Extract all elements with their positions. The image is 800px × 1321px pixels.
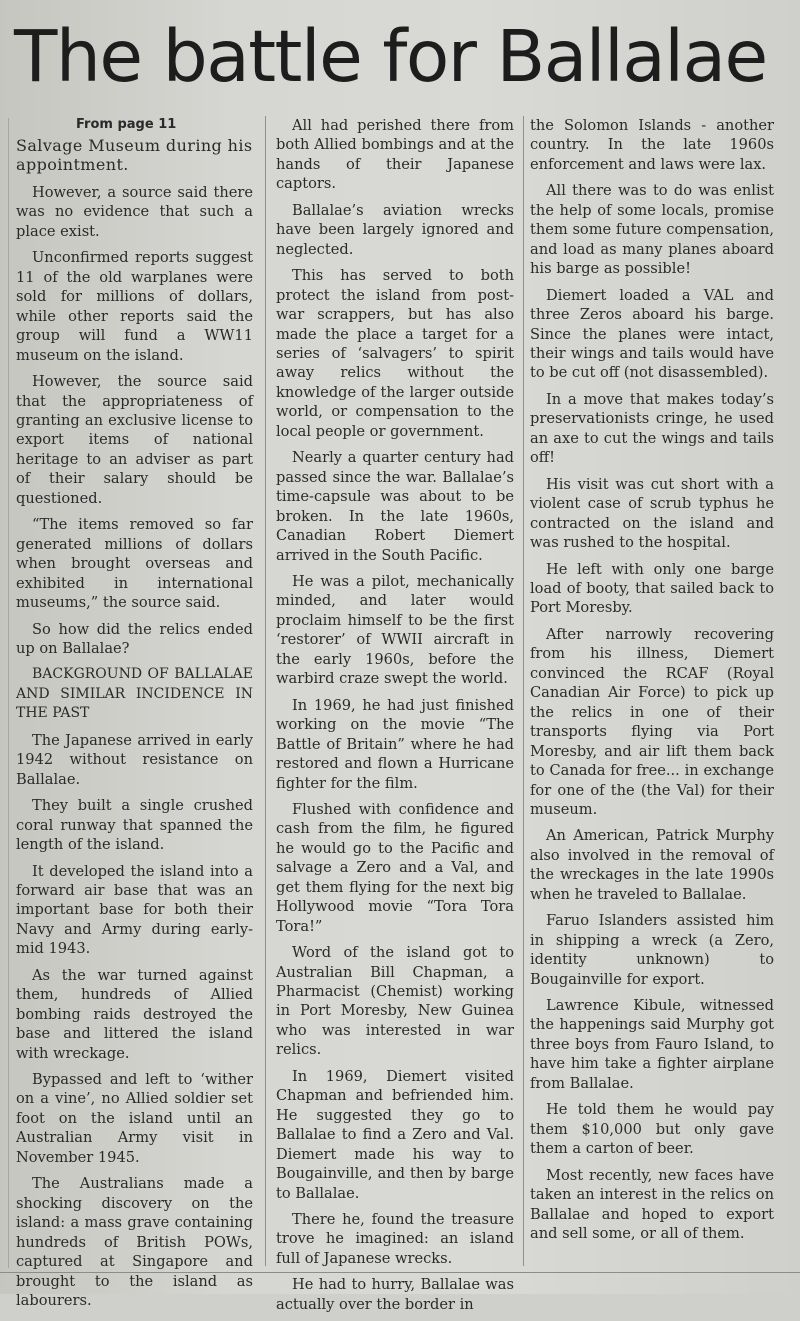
paragraph: Bypassed and left to ‘wither on a vine’, no Allied soldier set foot on the island until an Australian Army visit in November 1945.	[16, 1071, 253, 1166]
paragraph: “The items removed so far generated millions of dollars when brought overseas and exhibited in international museums,” the source said.	[16, 516, 253, 612]
paragraph: Lawrence Kibule, witnessed the happenings said Murphy got three boys from Fauro Island, to have him take a fighter airplane from Ballalae.	[530, 997, 774, 1092]
paragraph: As the war turned against them, hundreds of Allied bombing raids destroyed the base and littered the island with wreckage.	[16, 966, 253, 1062]
paragraph: Ballalae’s aviation wrecks have been largely ignored and neglected.	[276, 201, 514, 258]
paragraph: Word of the island got to Australian Bill Chapman, a Pharmacist (Chemist) working in Port Moresby, New Guinea who was interested in war relics.	[276, 944, 514, 1059]
paragraph: He told them he would pay them $10,000 but only gave them a carton of beer.	[530, 1101, 774, 1158]
paragraph: All there was to do was enlist the help of some locals, promise them some future compensation, and load as many planes aboard his barge as possible!	[530, 182, 774, 278]
paragraph: All had perished there from both Allied bombings and at the hands of their Japanese captors.	[276, 117, 514, 193]
paragraph: His visit was cut short with a violent case of scrub typhus he contracted on the island and was rushed to the hospital.	[530, 475, 774, 552]
paragraph: the Solomon Islands - another country. In the late 1960s enforcement and laws were lax.	[530, 117, 774, 173]
headline: The battle for Ballalae	[14, 15, 767, 98]
paragraph: Faruo Islanders assisted him in shipping a wreck (a Zero, identity unknown) to Bougainville for export.	[530, 912, 774, 988]
bottom-rule	[0, 1272, 800, 1273]
paragraph: He had to hurry, Ballalae was actually over the border in	[276, 1276, 514, 1313]
column-1	[16, 116, 253, 1317]
paragraph: An American, Patrick Murphy also involved in the removal of the wreckages in the late 1990s when he traveled to Ballalae.	[530, 827, 774, 903]
paragraph: It developed the island into a forward air base that was an important base for both their Navy and Army during early-mid 1943.	[16, 862, 253, 958]
paragraph: Salvage Museum during his appointment.	[16, 136, 253, 174]
paragraph: Unconfirmed reports suggest 11 of the old warplanes were sold for millions of dollars, while other reports said the group will fund a WW11 museum on the island.	[16, 249, 253, 364]
column-divider	[523, 116, 524, 1266]
paragraph: However, the source said that the appropriateness of granting an exclusive license to export items of national heritage to an adviser as part of their salary should be questioned.	[16, 373, 253, 507]
paragraph: He left with only one barge load of booty, that sailed back to Port Moresby.	[530, 560, 774, 617]
paragraph: The Australians made a shocking discovery on the island: a mass grave containing hundreds of British POWs, captured at Singapore and brought to the island as labourers.	[16, 1175, 253, 1310]
paragraph: Most recently, new faces have taken an interest in the relics on Ballalae and hoped to export and sell some, or all of them.	[530, 1166, 774, 1243]
paragraph: Diemert loaded a VAL and three Zeros aboard his barge. Since the planes were intact, their wings and tails would have to be cut off (not disassembled).	[530, 286, 774, 382]
paragraph: Flushed with confidence and cash from the film, he figured he would go to the Pacific and salvage a Zero and a Val, and get them flying for the next big Hollywood movie “Tora Tora Tora!”	[276, 800, 514, 935]
paragraph: The Japanese arrived in early 1942 without resistance on Ballalae.	[16, 731, 253, 788]
paragraph: So how did the relics ended up on Ballalae?	[16, 620, 253, 657]
paragraph: Nearly a quarter century had passed since the war. Ballalae’s time-capsule was about to be broken. In the late 1960s, Canadian Robert Diemert arrived in the South Pacific.	[276, 449, 514, 564]
page-edge-line	[8, 118, 9, 1268]
paragraph: There he, found the treasure trove he imagined: an island full of Japanese wrecks.	[276, 1211, 514, 1267]
column-divider	[265, 116, 266, 1266]
paragraph: He was a pilot, mechanically minded, and later would proclaim himself to be the first ‘restorer’ of WWII aircraft in the early 1960s, before the warbird craze swept the world.	[276, 572, 514, 688]
continued-from-label: From page 11	[76, 117, 177, 132]
paragraph: In 1969, Diemert visited Chapman and befriended him. He suggested they go to Ballalae to find a Zero and Val. Diemert made his way to Bougainville, and then by barge to Ballalae.	[276, 1067, 514, 1202]
paragraph: After narrowly recovering from his illness, Diemert convinced the RCAF (Royal Canadian Air Force) to pick up the relics in one of their transports flying via Port Moresby, and air lift them back to Canada for free... in exchange for one of the (the Val) for their museum.	[530, 625, 774, 818]
section-subhead: BACKGROUND OF BALLALAE AND SIMILAR INCIDENCE IN THE PAST	[16, 666, 253, 722]
column-3	[530, 116, 774, 1250]
column-2	[276, 116, 514, 1321]
paragraph: They built a single crushed coral runway that spanned the length of the island.	[16, 797, 253, 854]
paragraph: In a move that makes today’s preservationists cringe, he used an axe to cut the wings and tails off!	[530, 390, 774, 467]
paragraph: In 1969, he had just finished working on the movie “The Battle of Britain” where he had restored and flown a Hurricane fighter for the film.	[276, 696, 514, 792]
paragraph: This has served to both protect the island from post-war scrappers, but has also made the place a target for a series of ‘salvagers’ to spirit away relics without the knowledge of the larger outside world, or compensation to the local people or government.	[276, 267, 514, 440]
paragraph: However, a source said there was no evidence that such a place exist.	[16, 184, 253, 240]
